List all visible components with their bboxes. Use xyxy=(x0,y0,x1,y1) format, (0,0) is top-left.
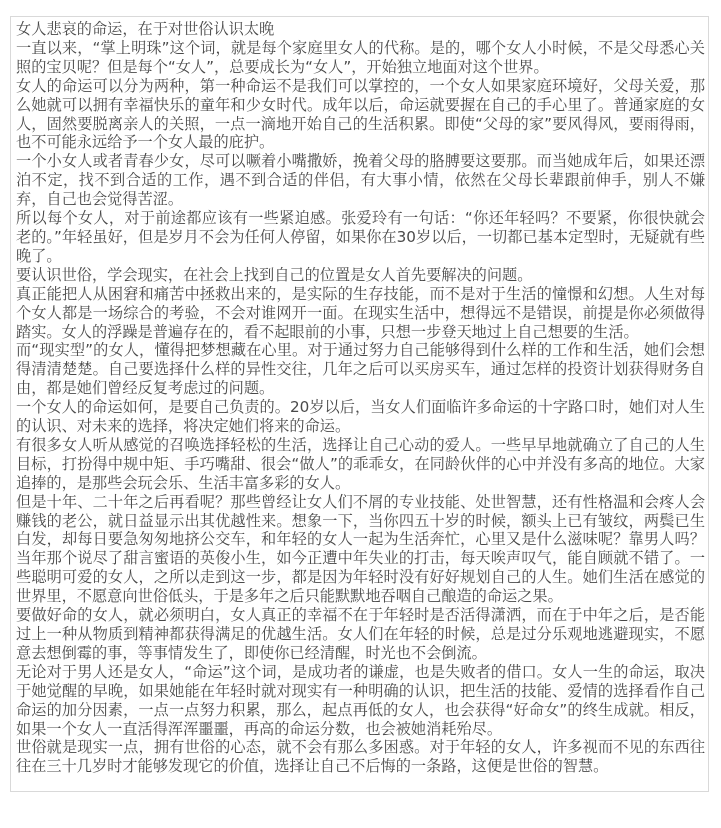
article-frame xyxy=(10,16,709,792)
article-paragraph: 无论对于男人还是女人，“命运”这个词，是成功者的谦虚，也是失败者的借口。女人一生的命运，取决于她觉醒的早晚，如果她能在年轻时就对现实有一种明确的认识，把生活的技能、爱情的选择看作自己命运的加分因素，一点一点努力积累，那么，起点再低的女人，也会获得“好命女”的终生成就。相反，如果一个女人一直活得浑浑噩噩，再高的命运分数，也会被她消耗殆尽。 xyxy=(16,662,705,738)
article-paragraph: 要认识世俗，学会现实，在社会上找到自己的位置是女人首先要解决的问题。 xyxy=(16,265,533,284)
article-paragraph: 而“现实型”的女人，懂得把梦想藏在心里。对于通过努力自己能够得到什么样的工作和生活，她们会想得清清楚楚。自己要选择什么样的异性交往，几年之后可以买房买车，通过怎样的投资计划获得财务自由，都是她们曾经反复考虑过的问题。 xyxy=(16,341,705,398)
article-paragraph: 女人的命运可以分为两种，第一种命运不是我们可以掌控的，一个女人如果家庭环境好，父母关爱，那么她就可以拥有幸福快乐的童年和少女时代。成年以后，命运就要握在自己的手心里了。普通家庭的女人，固然要脱离亲人的关照，一点一滴地开始自己的生活积累。即使“父母的家”要风得风，要雨得雨，也不可能永远给予一个女人最的庇护。 xyxy=(16,76,705,152)
article-paragraph: 有很多女人听从感觉的召唤选择轻松的生活，选择让自己心动的爱人。一些早早地就确立了自己的人生目标，打扮得中规中矩、手巧嘴甜、很会“做人”的乖乖女，在同龄伙伴的心中并没有多高的地位。大家追捧的，是那些会玩会乐、生活丰富多彩的女人。 xyxy=(16,435,705,492)
article-paragraph: 一个小女人或者青春少女，尽可以噘着小嘴撒娇，挽着父母的胳膊要这要那。而当她成年后，如果还漂泊不定，找不到合适的工作，遇不到合适的伴侣，有大事小情，依然在父母长辈跟前伸手，别人不嫌弃，自己也会觉得苦涩。 xyxy=(16,152,705,209)
article-paragraph: 但是十年、二十年之后再看呢？那些曾经让女人们不屑的专业技能、处世智慧，还有性格温和会疼人会赚钱的老公，就日益显示出其优越性来。想象一下，当你四五十岁的时候，额头上已有皱纹，两鬓已生白发，却每日要急匆匆地挤公交车，和年轻的女人一起为生活奔忙，心里又是什么滋味呢？靠男人吗？当年那个说尽了甜言蜜语的英俊小生，如今正遭中年失业的打击，每天唉声叹气，能自顾就不错了。一些聪明可爱的女人，之所以走到这一步，都是因为年轻时没有好好规划自己的人生。她们生活在感觉的世界里，不愿意向世俗低头，于是多年之后只能默默地吞咽自己酿造的命运之果。 xyxy=(16,492,705,606)
article-title: 女人悲哀的命运，在于对世俗认识太晚 xyxy=(16,20,275,38)
article-body xyxy=(16,20,705,776)
article-paragraph: 要做好命的女人，就必须明白，女人真正的幸福不在于年轻时是否活得潇洒，而在于中年之后，是否能过上一种从物质到精神都获得满足的优越生活。女人们在年轻的时候，总是过分乐观地逃避现实，不愿意去想倒霉的事，等事情发生了，即使你已经清醒，时光也不会倒流。 xyxy=(16,606,705,662)
article-paragraph: 真正能把人从困窘和痛苦中拯救出来的，是实际的生存技能，而不是对于生活的憧憬和幻想。人生对每个女人都是一场综合的考验，不会对谁网开一面。在现实生活中，想得远不是错误，前提是你必须做得踏实。女人的浮躁是普遍存在的，看不起眼前的小事，只想一步登天地过上自己想要的生活。 xyxy=(16,284,705,341)
article-paragraph: 所以每个女人，对于前途都应该有一些紧迫感。张爱玲有一句话：“你还年轻吗？不要紧，你很快就会老的。”年轻虽好，但是岁月不会为任何人停留，如果你在30岁以后，一切都已基本定型时，无疑就有些晚了。 xyxy=(16,209,705,265)
article-paragraph: 世俗就是现实一点，拥有世俗的心态，就不会有那么多困惑。对于年轻的女人，许多视而不见的东西往往在三十几岁时才能够发现它的价值，选择让自己不后悔的一条路，这便是世俗的智慧。 xyxy=(16,738,705,776)
article-paragraph: 一个女人的命运如何，是要自己负责的。20岁以后，当女人们面临许多命运的十字路口时，她们对人生的认识、对未来的选择，将决定她们将来的命运。 xyxy=(16,398,705,436)
article-paragraph: 一直以来，“掌上明珠”这个词，就是每个家庭里女人的代称。是的，哪个女人小时候，不是父母悉心关照的宝贝呢？但是每个“女人”，总要成长为“女人”，开始独立地面对这个世界。 xyxy=(16,38,705,76)
